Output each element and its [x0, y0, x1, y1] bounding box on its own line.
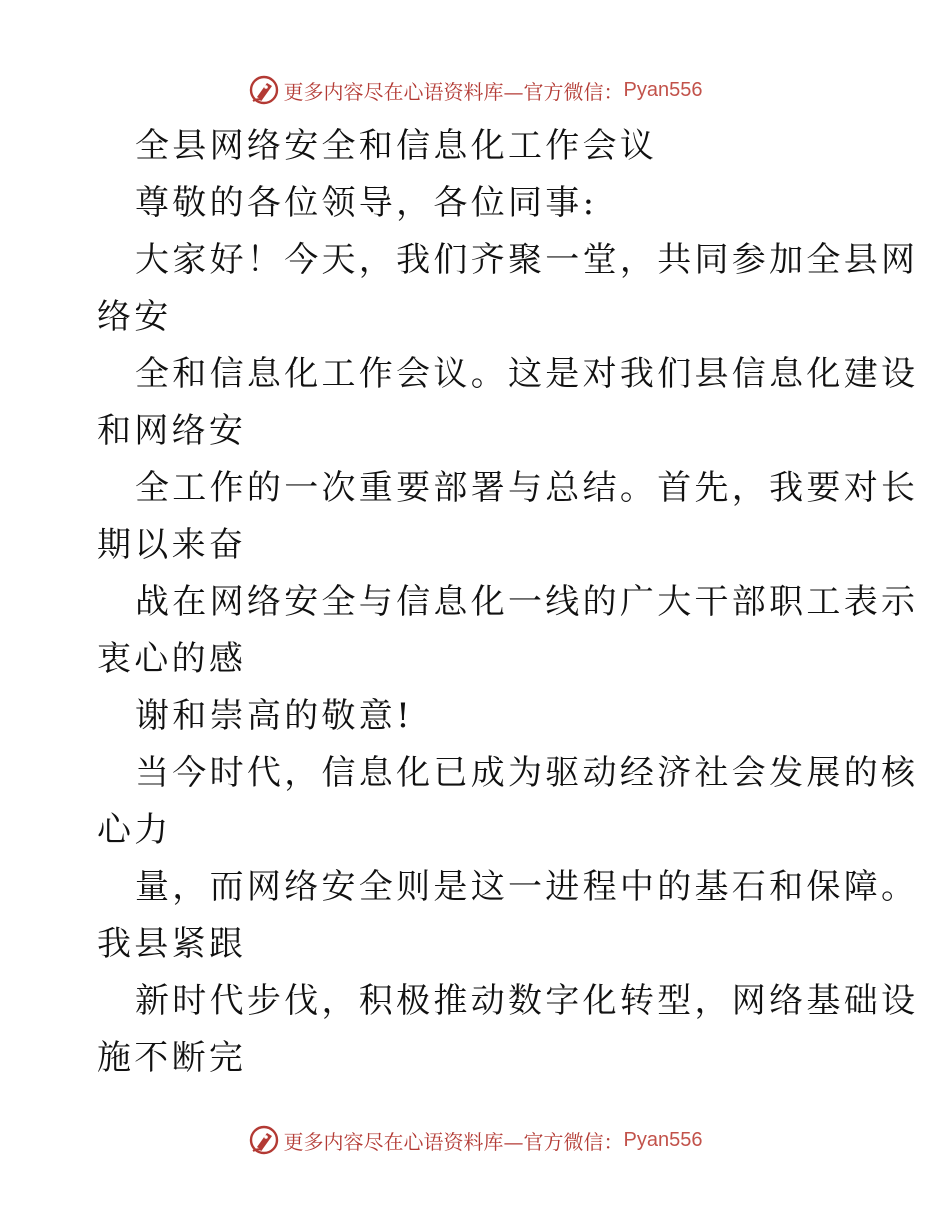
salutation: 尊敬的各位领导，各位同事:	[135, 183, 598, 223]
banner-text: 更多内容尽在心语资料库—官方微信：	[283, 1129, 624, 1154]
text-line: 大家好！今天，我们齐聚一堂，共同参加全县网	[135, 240, 919, 280]
text-line: 心力	[97, 810, 172, 850]
text-line: 谢和崇高的敬意!	[135, 696, 414, 736]
text-line: 我县紧跟	[97, 924, 247, 964]
text-line: 当今时代，信息化已成为驱动经济社会发展的核	[135, 753, 919, 793]
header-watermark-banner	[0, 70, 950, 110]
text-line: 施不断完	[97, 1038, 247, 1078]
footer-watermark-banner	[0, 1120, 950, 1160]
document-body	[97, 118, 919, 1087]
pen-nib-circle-icon	[248, 1124, 280, 1156]
text-line: 和网络安	[97, 411, 247, 451]
text-line: 衷心的感	[97, 639, 247, 679]
text-line: 量，而网络安全则是这一进程中的基石和保障。	[135, 867, 919, 907]
text-line: 全工作的一次重要部署与总结。首先，我要对长	[135, 468, 919, 508]
banner-wechat-id: Pyan556	[623, 1128, 703, 1151]
text-line: 新时代步伐，积极推动数字化转型，网络基础设	[135, 981, 919, 1021]
text-line: 全和信息化工作会议。这是对我们县信息化建设	[135, 354, 919, 394]
text-line: 战在网络安全与信息化一线的广大干部职工表示	[135, 582, 919, 622]
pen-nib-circle-icon	[248, 74, 280, 106]
text-line: 期以来奋	[97, 525, 247, 565]
document-title: 全县网络安全和信息化工作会议	[135, 126, 658, 166]
banner-text: 更多内容尽在心语资料库—官方微信：	[283, 79, 624, 104]
text-line: 络安	[97, 297, 172, 337]
banner-wechat-id: Pyan556	[623, 78, 703, 101]
